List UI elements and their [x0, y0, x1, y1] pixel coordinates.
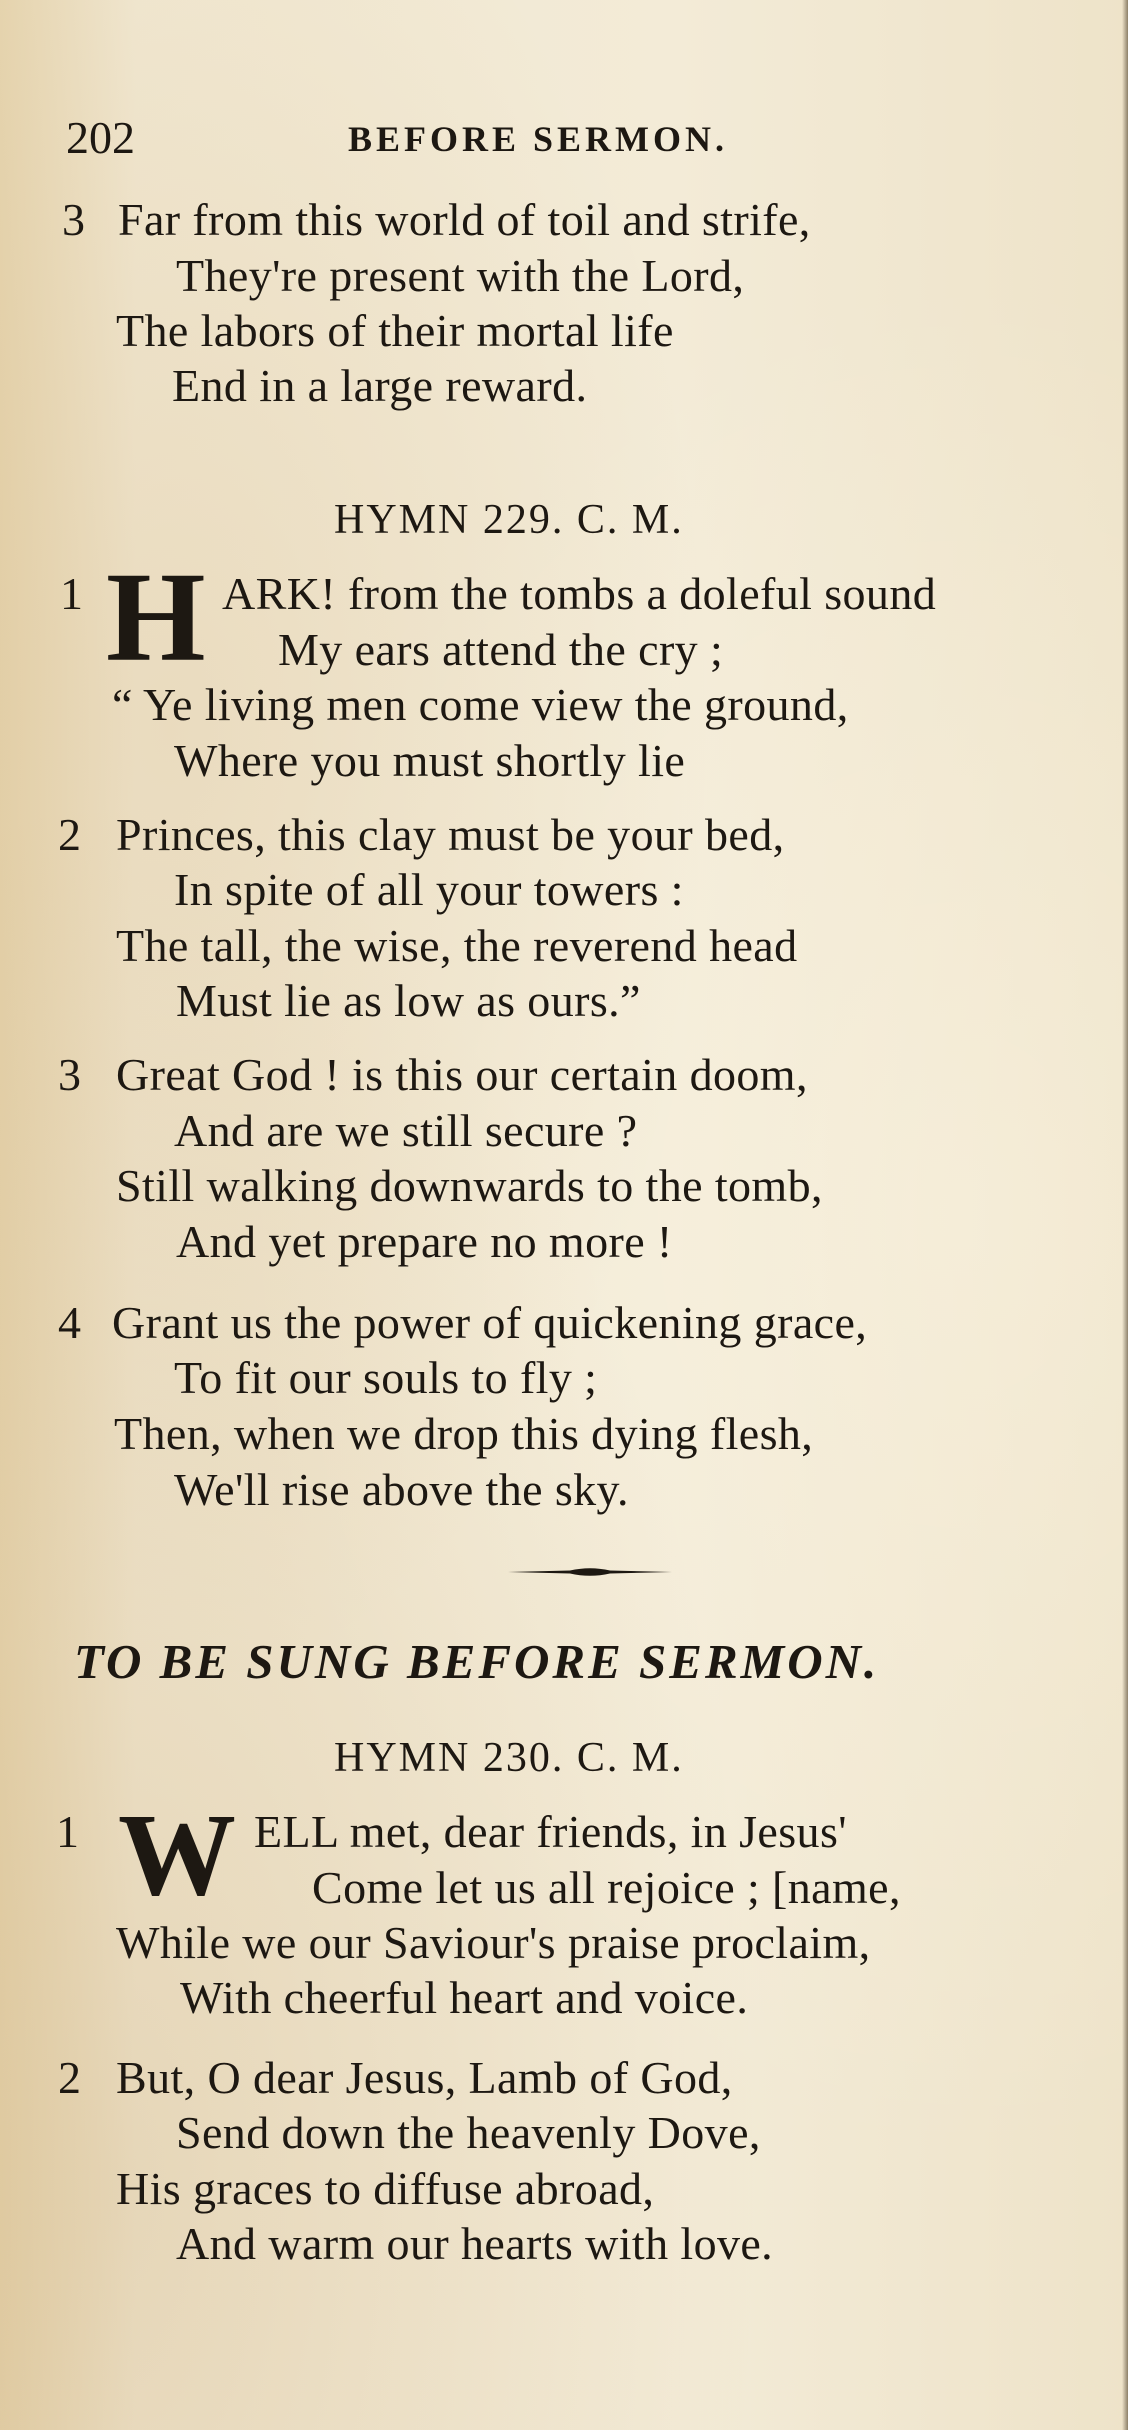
- verse-line: And yet prepare no more !: [176, 1216, 673, 1267]
- verse-line: While we our Saviour's praise proclaim,: [116, 1917, 871, 1968]
- verse-line: Princes, this clay must be your bed,: [116, 809, 785, 860]
- verse-line: And are we still secure ?: [174, 1105, 638, 1156]
- verse-line: Great God ! is this our certain doom,: [116, 1049, 808, 1100]
- page-edge-shadow: [1122, 0, 1128, 2430]
- verse-line: Must lie as low as ours.”: [176, 975, 641, 1026]
- hymn-title: HYMN 229. C. M.: [334, 497, 684, 543]
- page-header: [66, 110, 866, 170]
- verse-line: The labors of their mortal life: [116, 305, 674, 356]
- verse-line: They're present with the Lord,: [176, 250, 745, 301]
- verse-line: Grant us the power of quickening grace,: [112, 1297, 868, 1348]
- verse-line: But, O dear Jesus, Lamb of God,: [116, 2052, 733, 2103]
- verse-number: 4: [58, 1297, 81, 1348]
- page-number: 202: [66, 112, 135, 163]
- verse-number: 3: [62, 194, 85, 245]
- running-head: BEFORE SERMON.: [348, 119, 729, 159]
- verse-line: Far from this world of toil and strife,: [118, 194, 811, 245]
- drop-cap: W: [118, 1789, 236, 1920]
- verse-number: 2: [58, 809, 81, 860]
- verse-line: The tall, the wise, the reverend head: [116, 920, 798, 971]
- section-heading: TO BE SUNG BEFORE SERMON.: [74, 1634, 880, 1689]
- verse-line: Send down the heavenly Dove,: [176, 2107, 761, 2158]
- verse-line: We'll rise above the sky.: [174, 1464, 629, 1515]
- verse-line: And warm our hearts with love.: [176, 2218, 774, 2269]
- verse-number: 2: [58, 2052, 81, 2103]
- verse-line: Come let us all rejoice ; [name,: [312, 1862, 901, 1913]
- verse-line: ARK! from the tombs a doleful sound: [222, 568, 937, 619]
- verse-line: With cheerful heart and voice.: [180, 1972, 749, 2023]
- verse-line: His graces to diffuse abroad,: [116, 2163, 655, 2214]
- verse-line: “ Ye living men come view the ground,: [112, 679, 849, 730]
- verse-line: My ears attend the cry ;: [278, 624, 724, 675]
- verse-line: End in a large reward.: [172, 360, 588, 411]
- verse-line: ELL met, dear friends, in Jesus': [254, 1806, 847, 1857]
- hymn-title: HYMN 230. C. M.: [334, 1735, 684, 1781]
- verse-number: 3: [58, 1049, 81, 1100]
- verse-line: Still walking downwards to the tomb,: [116, 1160, 823, 1211]
- verse-line: To fit our souls to fly ;: [174, 1352, 598, 1403]
- verse-number: 1: [56, 1806, 79, 1857]
- drop-cap: H: [106, 546, 206, 688]
- verse-line: In spite of all your towers :: [174, 864, 684, 915]
- ornament-rule: [508, 1564, 672, 1580]
- verse-number: 1: [60, 568, 83, 619]
- verse-line: Where you must shortly lie: [174, 735, 686, 786]
- verse-line: Then, when we drop this dying flesh,: [114, 1408, 814, 1459]
